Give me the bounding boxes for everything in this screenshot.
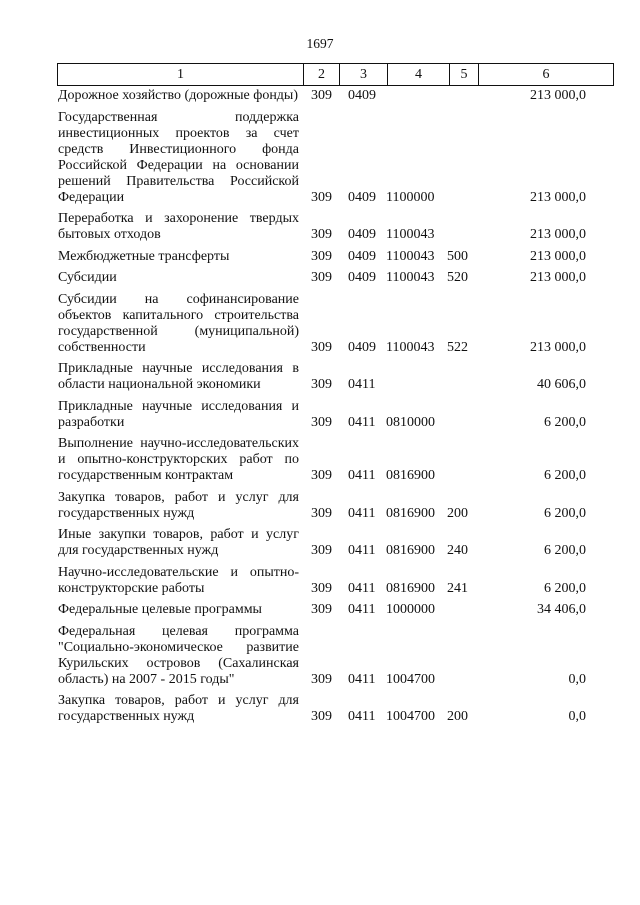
table-row (58, 624, 614, 688)
row-col-6: 6 200,0 (544, 543, 586, 558)
row-col-4: 0816900 (386, 543, 435, 558)
row-col-4: 1100043 (386, 339, 435, 355)
row-col-3: 0411 (348, 377, 376, 392)
row-col-3: 0411 (348, 468, 376, 483)
row-col-2: 309 (311, 580, 332, 596)
row-name: Выполнение научно-исследовательских и опытно-конструкторских работ по государственным контрактам (58, 436, 299, 483)
table-header (57, 63, 614, 86)
header-col-2: 2 (304, 64, 340, 85)
row-col-4: 1100000 (386, 189, 435, 205)
row-col-5: 500 (447, 248, 468, 264)
row-col-2: 309 (311, 505, 332, 521)
row-name: Федеральная целевая программа "Социально-экономическое развитие Курильских островов (Сахалинская область) на 2007 - 2015 годы" (58, 623, 299, 687)
row-col-2: 309 (311, 602, 332, 617)
row-col-6: 213 000,0 (530, 339, 586, 355)
row-col-6: 213 000,0 (530, 88, 586, 103)
row-col-3: 0411 (348, 580, 376, 596)
header-col-3: 3 (340, 64, 388, 85)
table-row (58, 693, 614, 725)
row-col-4: 1100043 (386, 227, 435, 242)
row-col-3: 0409 (348, 227, 376, 242)
row-col-6: 6 200,0 (544, 580, 586, 596)
row-col-4: 1100043 (386, 270, 435, 285)
row-col-2: 309 (311, 189, 332, 205)
row-col-3: 0411 (348, 709, 376, 724)
table-row (58, 361, 614, 393)
row-name: Научно-исследовательские и опытно-конструкторские работы (58, 564, 299, 596)
row-col-2: 309 (311, 270, 332, 285)
row-col-2: 309 (311, 227, 332, 242)
table-row (58, 527, 614, 559)
row-col-5: 200 (447, 505, 468, 521)
header-col-1: 1 (58, 64, 304, 85)
row-col-6: 213 000,0 (530, 227, 586, 242)
row-col-2: 309 (311, 414, 332, 430)
table-row (58, 292, 614, 356)
row-col-3: 0411 (348, 671, 376, 687)
table-row (58, 436, 614, 484)
row-col-6: 213 000,0 (530, 189, 586, 205)
row-col-4: 0810000 (386, 414, 435, 430)
row-col-4: 1000000 (386, 602, 435, 617)
row-name: Переработка и захоронение твердых бытовых отходов (58, 211, 299, 242)
row-col-6: 0,0 (568, 709, 586, 724)
row-name: Иные закупки товаров, работ и услуг для государственных нужд (58, 527, 299, 558)
row-name: Закупка товаров, работ и услуг для государственных нужд (58, 489, 299, 521)
row-col-6: 213 000,0 (530, 248, 586, 264)
row-col-5: 241 (447, 580, 468, 596)
row-col-5: 522 (447, 339, 468, 355)
row-col-2: 309 (311, 671, 332, 687)
row-col-3: 0411 (348, 414, 376, 430)
row-col-4: 0816900 (386, 505, 435, 521)
table-row (58, 399, 614, 431)
row-col-3: 0409 (348, 88, 376, 103)
row-name: Субсидии (58, 270, 117, 285)
header-col-5: 5 (450, 64, 479, 85)
header-col-4: 4 (388, 64, 450, 85)
row-col-2: 309 (311, 248, 332, 264)
row-name: Прикладные научные исследования и разработки (58, 398, 299, 430)
row-name: Закупка товаров, работ и услуг для государственных нужд (58, 693, 299, 724)
row-col-2: 309 (311, 468, 332, 483)
row-col-6: 6 200,0 (544, 414, 586, 430)
table-row (58, 88, 614, 104)
table-row (58, 490, 614, 522)
table-row (58, 565, 614, 597)
row-col-2: 309 (311, 339, 332, 355)
row-col-3: 0409 (348, 339, 376, 355)
row-col-4: 0816900 (386, 468, 435, 483)
row-col-6: 213 000,0 (530, 270, 586, 285)
row-name: Межбюджетные трансферты (58, 248, 230, 264)
row-col-3: 0409 (348, 248, 376, 264)
row-col-5: 200 (447, 709, 468, 724)
row-col-3: 0409 (348, 270, 376, 285)
row-col-5: 240 (447, 543, 468, 558)
row-col-4: 1004700 (386, 671, 435, 687)
row-col-4: 1100043 (386, 248, 435, 264)
table-row (58, 249, 614, 265)
row-col-2: 309 (311, 709, 332, 724)
row-col-6: 6 200,0 (544, 468, 586, 483)
row-col-6: 40 606,0 (537, 377, 586, 392)
row-col-2: 309 (311, 88, 332, 103)
row-col-6: 0,0 (568, 671, 586, 687)
table-row (58, 211, 614, 243)
row-col-5: 520 (447, 270, 468, 285)
row-col-3: 0411 (348, 505, 376, 521)
header-col-6: 6 (542, 67, 550, 82)
row-col-4: 0816900 (386, 580, 435, 596)
row-name: Государственная поддержка инвестиционных проектов за счет средств Инвестиционного фонда Российской Федерации на основании решений Правительства Российской Федерации (58, 109, 299, 205)
row-name: Дорожное хозяйство (дорожные фонды) (58, 88, 299, 103)
row-col-6: 6 200,0 (544, 505, 586, 521)
row-col-3: 0411 (348, 602, 376, 617)
row-col-6: 34 406,0 (537, 602, 586, 617)
row-col-2: 309 (311, 377, 332, 392)
table-row (58, 602, 614, 618)
table-row (58, 270, 614, 286)
table-body (58, 88, 614, 731)
row-col-2: 309 (311, 543, 332, 558)
table-row (58, 110, 614, 206)
row-name: Субсидии на софинансирование объектов капитального строительства государственной (муниципальной) собственности (58, 291, 299, 355)
row-col-3: 0409 (348, 189, 376, 205)
row-col-3: 0411 (348, 543, 376, 558)
row-name: Федеральные целевые программы (58, 602, 262, 617)
row-col-4: 1004700 (386, 709, 435, 724)
page-number: 1697 (306, 36, 334, 51)
row-name: Прикладные научные исследования в области национальной экономики (58, 361, 299, 392)
